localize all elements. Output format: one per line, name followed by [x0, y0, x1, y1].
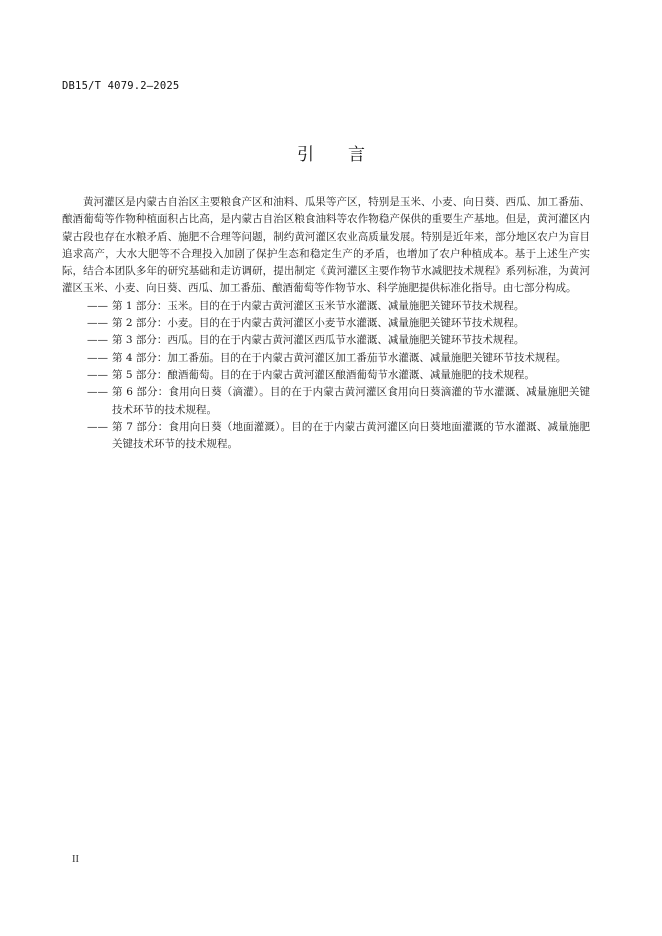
- em-dash: ——: [87, 420, 108, 433]
- em-dash: ——: [87, 317, 108, 330]
- part-item-1: [62, 298, 590, 315]
- part-item-7: [62, 419, 590, 454]
- part-item-3: [62, 332, 590, 349]
- em-dash: ——: [87, 351, 108, 364]
- em-dash: ——: [87, 368, 108, 381]
- part-text: 第 2 部分：小麦。目的在于内蒙古黄河灌区小麦节水灌溉、减量施肥关键环节技术规程。: [112, 317, 525, 330]
- intro-paragraph: 黄河灌区是内蒙古自治区主要粮食产区和油料、瓜果等产区，特别是玉米、小麦、向日葵、西瓜、加工番茄、酿酒葡萄等作物种植面积占比高，是内蒙古自治区粮食油料等农作物稳产保供的重要生产基地。但是，黄河灌区内蒙古段也存在水粮矛盾、施肥不合理等问题，制约黄河灌区农业高质量发展。特别是近年来，部分地区农户为盲目追求高产，大水大肥等不合理投入加剧了保护生态和稳定生产的矛盾，也增加了农户种植成本。基于上述生产实际，结合本团队多年的研究基础和走访调研，提出制定《黄河灌区主要作物节水减肥技术规程》系列标准，为黄河灌区玉米、小麦、向日葵、西瓜、加工番茄、酿酒葡萄等作物节水、科学施肥提供标准化指导。由七部分构成。: [62, 196, 590, 295]
- document-body: [62, 194, 590, 453]
- title-char-1: 引: [297, 145, 314, 165]
- part-text: 第 1 部分：玉米。目的在于内蒙古黄河灌区玉米节水灌溉、减量施肥关键环节技术规程。: [112, 299, 525, 312]
- page-title: [0, 140, 662, 165]
- part-text: 第 7 部分：食用向日葵（地面灌溉）。目的在于内蒙古黄河灌区向日葵地面灌溉的节水灌溉、减量施肥关键技术环节的技术规程。: [112, 420, 590, 451]
- part-item-5: [62, 367, 590, 384]
- part-item-6: [62, 384, 590, 419]
- page-number: II: [72, 854, 79, 865]
- part-text: 第 3 部分：西瓜。目的在于内蒙古黄河灌区西瓜节水灌溉、减量施肥关键环节技术规程。: [112, 334, 525, 347]
- part-text: 第 5 部分：酿酒葡萄。目的在于内蒙古黄河灌区酿酒葡萄节水灌溉、减量施肥的技术规程。: [112, 368, 535, 381]
- part-item-2: [62, 315, 590, 332]
- part-text: 第 4 部分：加工番茄。目的在于内蒙古黄河灌区加工番茄节水灌溉、减量施肥关键环节技术规程。: [112, 351, 567, 364]
- title-char-2: 言: [348, 145, 365, 165]
- part-text: 第 6 部分：食用向日葵（滴灌）。目的在于内蒙古黄河灌区食用向日葵滴灌的节水灌溉、减量施肥关键技术环节的技术规程。: [112, 386, 590, 416]
- em-dash: ——: [87, 386, 108, 399]
- em-dash: ——: [87, 334, 108, 347]
- em-dash: ——: [87, 299, 108, 312]
- standard-number: DB15/T 4079.2—2025: [62, 80, 180, 92]
- part-item-4: [62, 350, 590, 367]
